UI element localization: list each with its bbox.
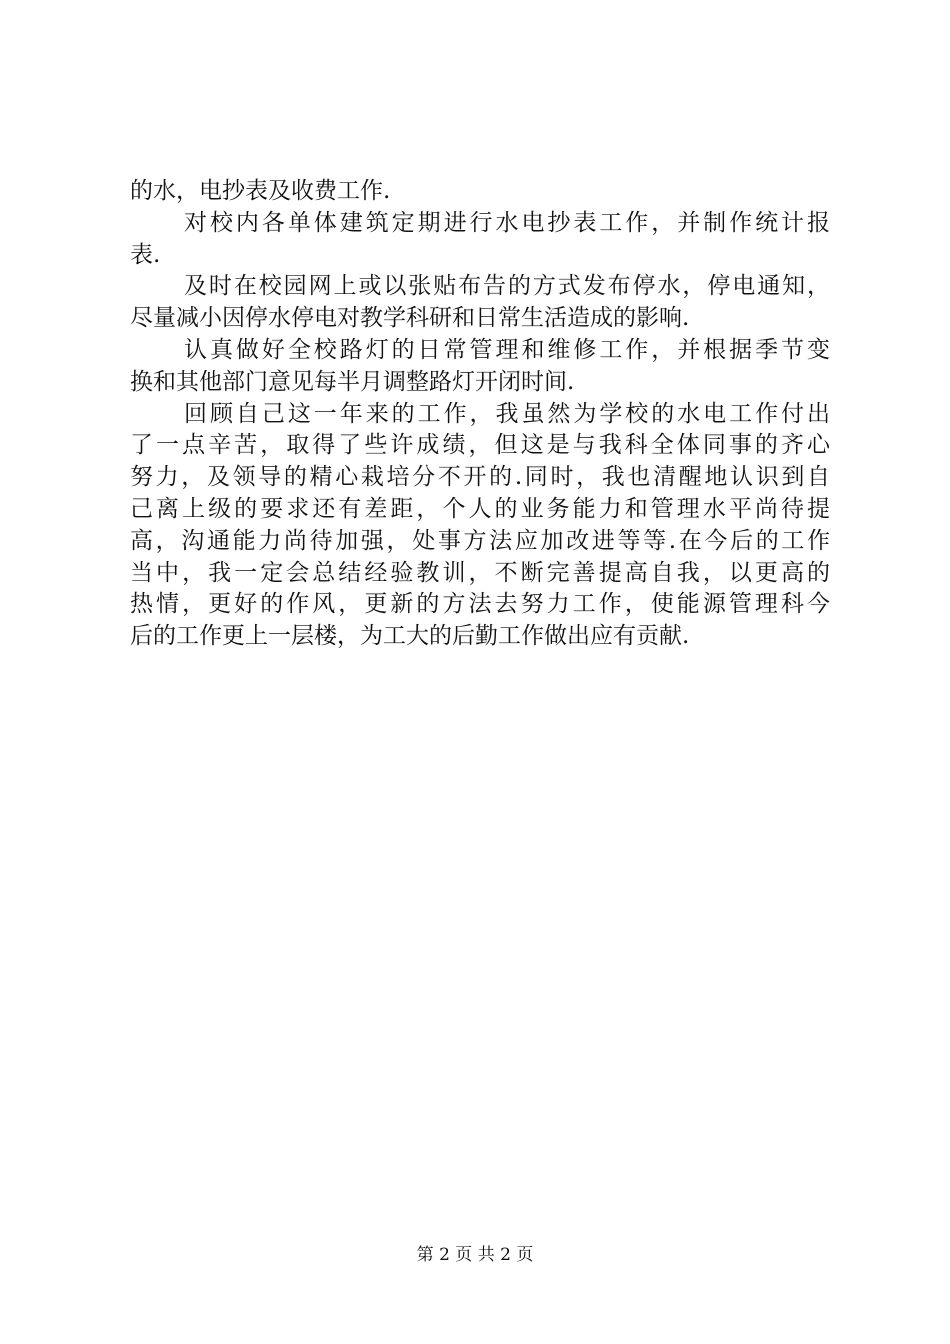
text-line: 当中，我一定会总结经验教训，不断完善提高自我，以更高的: [130, 559, 830, 586]
text-line: 了一点辛苦，取得了些许成绩，但这是与我科全体同事的齐心: [130, 432, 830, 459]
text-line: 尽量减小因停水停电对教学科研和日常生活造成的影响.: [130, 305, 690, 332]
text-line: 己离上级的要求还有差距，个人的业务能力和管理水平尚待提: [130, 495, 830, 522]
document-body: [130, 176, 830, 653]
text-line: 换和其他部门意见每半月调整路灯开闭时间.: [130, 368, 575, 395]
text-line: 认真做好全校路灯的日常管理和维修工作，并根据季节变: [184, 336, 830, 363]
text-line: 后的工作更上一层楼，为工大的后勤工作做出应有贡献.: [130, 623, 690, 650]
text-line: 努力，及领导的精心栽培分不开的.同时，我也清醒地认识到自: [130, 464, 830, 491]
text-line: 高，沟通能力尚待加强，处事方法应加改进等等.在今后的工作: [130, 527, 830, 554]
text-line: 热情，更好的作风，更新的方法去努力工作，使能源管理科今: [130, 591, 830, 618]
text-line: 的水，电抄表及收费工作.: [130, 178, 391, 204]
text-line: 对校内各单体建筑定期进行水电抄表工作，并制作统计报: [184, 209, 830, 236]
text-line: 表.: [130, 241, 161, 268]
text-line: 及时在校园网上或以张贴布告的方式发布停水，停电通知，: [184, 273, 830, 300]
page-number-footer: 第 2 页 共 2 页: [416, 1245, 534, 1265]
text-line: 回顾自己这一年来的工作，我虽然为学校的水电工作付出: [184, 400, 830, 427]
